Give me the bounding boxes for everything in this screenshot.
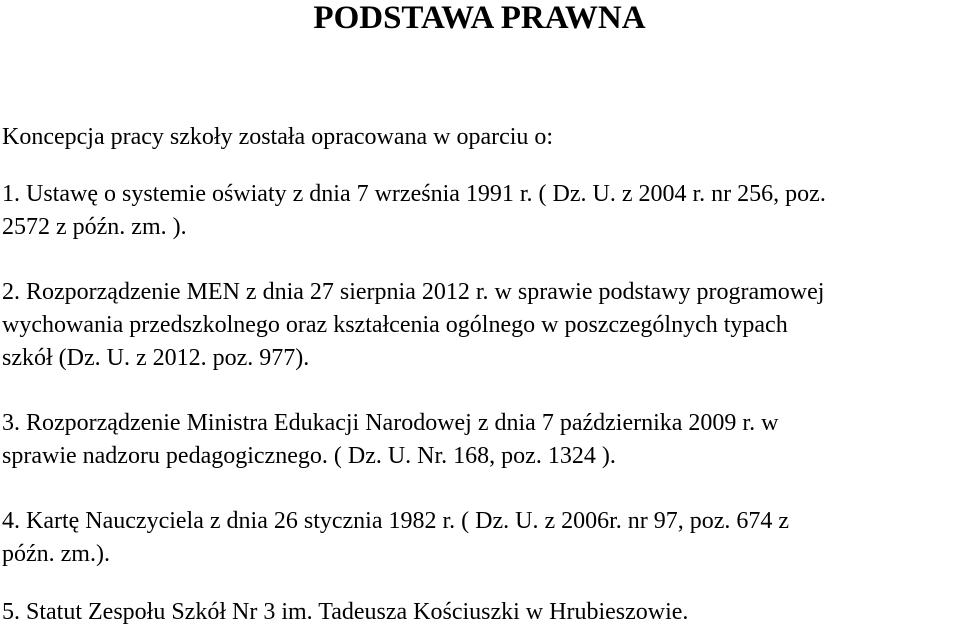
intro-paragraph: Koncepcja pracy szkoły została opracowana w oparciu o: (2, 124, 554, 150)
legal-basis-item-4 (2, 505, 952, 571)
legal-basis-item-2 (2, 276, 952, 375)
item-2-line-3: szkół (Dz. U. z 2012. poz. 977). (2, 345, 310, 371)
legal-basis-item-1 (2, 178, 952, 244)
item-1-line-1: 1. Ustawę o systemie oświaty z dnia 7 września 1991 r. ( Dz. U. z 2004 r. nr 256, poz. (2, 181, 826, 207)
item-5-line-1: 5. Statut Zespołu Szkół Nr 3 im. Tadeusza Kościuszki w Hrubieszowie. (2, 599, 689, 625)
item-4-line-2: późn. zm.). (2, 541, 110, 567)
item-1-line-2: 2572 z późn. zm. ). (2, 214, 187, 240)
item-4-line-1: 4. Kartę Nauczyciela z dnia 26 stycznia 1982 r. ( Dz. U. z 2006r. nr 97, poz. 674 z (2, 508, 790, 534)
legal-basis-item-5 (2, 596, 952, 629)
page-title: PODSTAWA PRAWNA (313, 0, 646, 36)
item-2-line-1: 2. Rozporządzenie MEN z dnia 27 sierpnia 2012 r. w sprawie podstawy programowej (2, 279, 825, 305)
legal-basis-item-3 (2, 407, 952, 473)
item-3-line-1: 3. Rozporządzenie Ministra Edukacji Narodowej z dnia 7 października 2009 r. w (2, 410, 779, 436)
item-3-line-2: sprawie nadzoru pedagogicznego. ( Dz. U. Nr. 168, poz. 1324 ). (2, 443, 616, 469)
item-2-line-2: wychowania przedszkolnego oraz kształcenia ogólnego w poszczególnych typach (2, 312, 788, 338)
